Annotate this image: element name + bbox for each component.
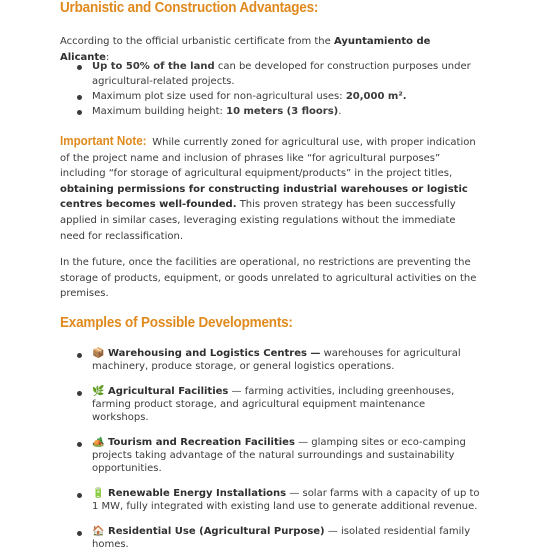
important-note-paragraph: [60, 134, 480, 244]
list-item: [60, 59, 480, 89]
package-icon: 📦: [92, 348, 105, 359]
example-title: Agricultural Facilities: [108, 386, 229, 397]
section-title-examples: Examples of Possible Developments:: [60, 315, 293, 331]
example-text: warehouses for agricultural machinery, produce storage, or general logistics operations.: [92, 348, 461, 372]
camping-icon: 🏕️: [92, 437, 105, 448]
example-title: Residential Use (Agricultural Purpose): [108, 526, 325, 537]
section-title-urbanistic: Urbanistic and Construction Advantages:: [60, 0, 319, 16]
list-item: [60, 104, 480, 119]
house-icon: 🏠: [92, 526, 105, 537]
bullet-bold: 10 meters (3 floors): [226, 106, 339, 117]
future-paragraph: In the future, once the facilities are operational, no restrictions are preventing the storage of products, equipment, or goods unrelated to agricultural activities on the premises.: [60, 257, 477, 300]
note-text-2: This proven strategy has been successfully applied in similar cases, leveraging existing regulations without the immediate need for reclassification.: [60, 199, 456, 242]
important-note-label: Important Note:: [60, 134, 147, 148]
example-text: — solar farms with a capacity of up to 1 MW, fully integrated with existing land use to generate additional revenue.: [92, 488, 480, 512]
bullet-bold: 20,000 m².: [345, 91, 407, 102]
example-text: — glamping sites or eco-camping projects taking advantage of the natural surroundings and sustainability opportunities.: [92, 437, 466, 474]
list-item: [60, 386, 480, 424]
note-bold: obtaining permissions for constructing industrial warehouses or logistic centres becomes well-founded.: [60, 183, 468, 211]
intro-bold: Ayuntamiento de Alicante: [60, 36, 431, 63]
battery-icon: 🔋: [92, 488, 105, 499]
example-text: — farming activities, including greenhouses, farming product storage, and agricultural equipment maintenance workshops.: [92, 386, 455, 423]
list-item: [60, 89, 480, 104]
example-title: Warehousing and Logistics Centres —: [108, 348, 321, 359]
example-text: — isolated residential family homes.: [92, 526, 471, 550]
example-title: Renewable Energy Installations: [108, 488, 287, 499]
list-item: [60, 526, 480, 552]
herb-icon: 🌿: [92, 386, 105, 397]
bullet-text: Maximum building height:: [92, 106, 227, 117]
bullet-suffix: .: [338, 106, 342, 117]
intro-suffix: :: [105, 51, 110, 63]
note-text-1: While currently zoned for agricultural use, with proper indication of the project name and inclusion of phrases like “for agricultural purposes” including “for storage of agricultural equipment/products” in the project titles,: [60, 137, 476, 180]
bullet-bold: Up to 50% of the land: [92, 61, 215, 72]
bullet-text: Maximum plot size used for non-agricultural uses:: [92, 91, 346, 102]
list-item: [60, 348, 480, 374]
list-item: [60, 437, 480, 475]
list-item: [60, 488, 480, 514]
advantages-list: [60, 59, 480, 119]
example-title: Tourism and Recreation Facilities: [108, 437, 295, 448]
bullet-text: can be developed for construction purposes under agricultural-related projects.: [92, 61, 471, 87]
intro-prefix: According to the official urbanistic certificate from the: [60, 36, 334, 47]
